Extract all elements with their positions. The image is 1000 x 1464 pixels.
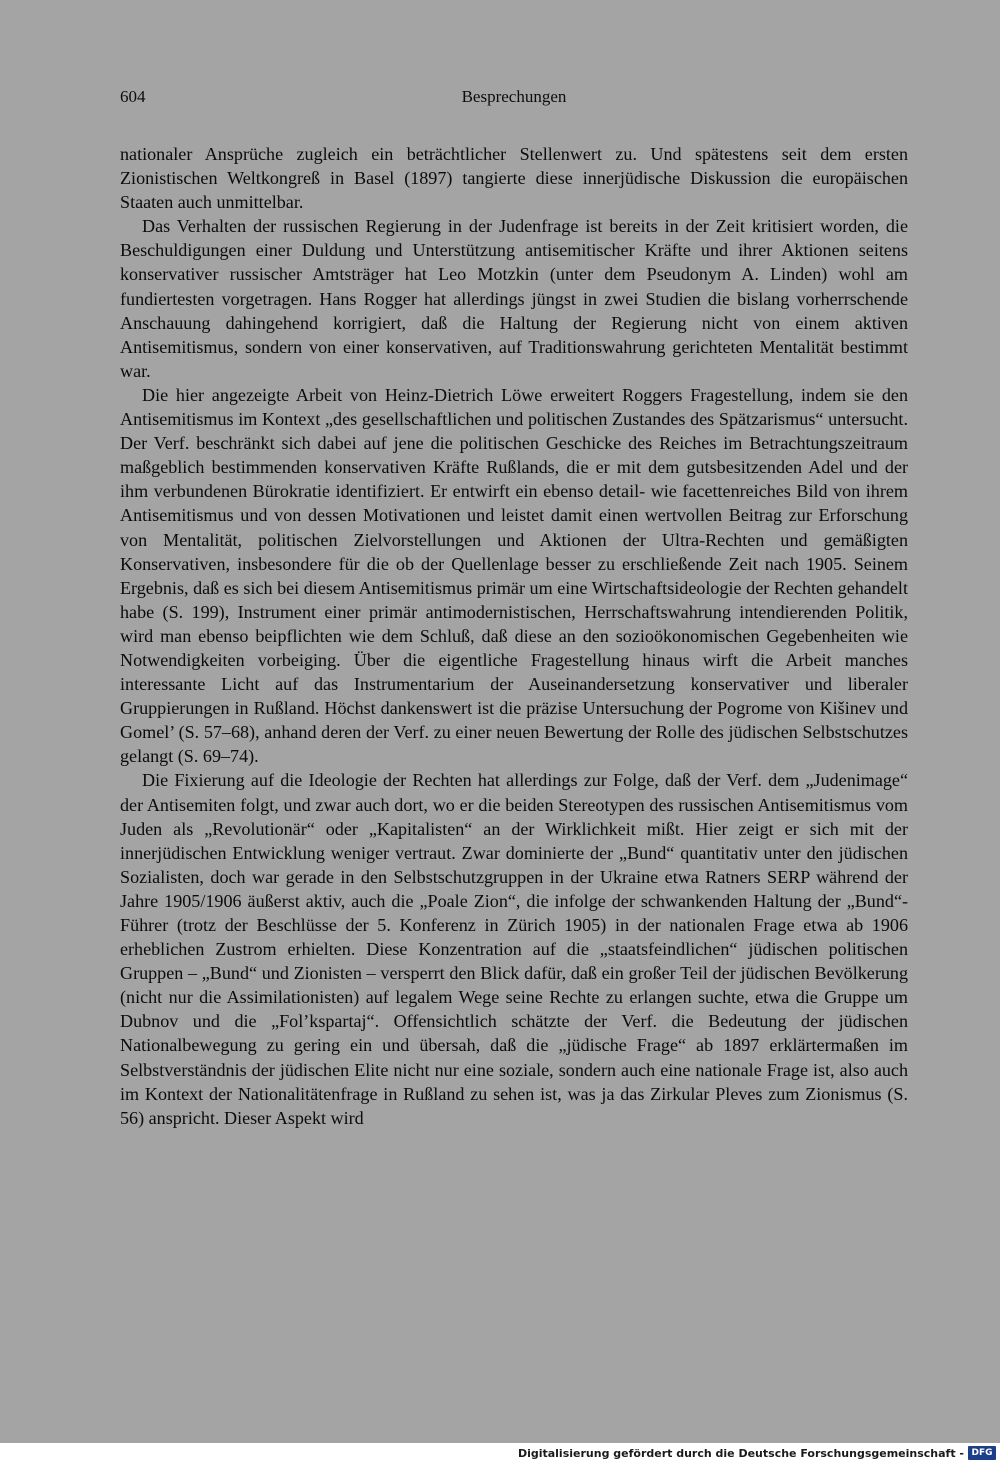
paragraph-loewe-study: Die hier angezeigte Arbeit von Heinz-Dietrich Löwe erweitert Roggers Fragestellung, indem sie den Antisemitismus im Kontext „des gesellschaftlichen und politischen Zustandes des Spätzarismus“ untersucht. Der Verf. beschränkt sich dabei auf jene die politischen Geschicke des Reiches im Betrachtungszeitraum maßgeblich bestimmenden konservativen Kräfte Rußlands, die er mit dem gutsbesitzenden Adel und der ihm verbundenen Bürokratie identifiziert. Er entwirft ein ebenso detail- wie facettenreiches Bild von ihrem Antisemitismus und von dessen Motivationen und leistet damit einen wertvollen Beitrag zur Erforschung von Mentalität, politischen Zielvorstellungen und Aktionen der Ultra-Rechten und gemäßigten Konservativen, insbesondere für die ob der Quellenlage besser zu erschließende Zeit nach 1905. Seinem Ergebnis, daß es sich bei diesem Antisemitismus primär um eine Wirtschaftsideologie der Rechten gehandelt habe (S. 199), Instrument einer primär antimodernistischen, Herrschaftswahrung intendierenden Politik, wird man ebenso beipflichten wie dem Schluß, daß diese an den sozioökonomischen Gegebenheiten wie Notwendigkeiten vorbeiging. Über die eigentliche Fragestellung hinaus wirft die Arbeit manches interessante Licht auf das Instrumentarium der Auseinandersetzung konservativer und liberaler Gruppierungen in Rußland. Höchst dankenswert ist die präzise Untersuchung der Pogrome von Kišinev und Gomel’ (S. 57–68), anhand deren der Verf. zu einer neuen Bewertung der Rolle des jüdischen Selbstschutzes gelangt (S. 69–74). [120, 384, 908, 767]
page-header [120, 87, 908, 113]
paragraph-ideology-critique: Die Fixierung auf die Ideologie der Rechten hat allerdings zur Folge, daß der Verf. dem „Judenimage“ der Antisemiten folgt, und zwar auch dort, wo er die beiden Stereotypen des russischen Antisemitismus vom Juden als „Revolutionär“ oder „Kapitalisten“ an der Wirklichkeit mißt. Hier zeigt er sich mit der innerjüdischen Entwicklung weniger vertraut. Zwar dominierte der „Bund“ quantitativ unter den jüdischen Sozialisten, doch war gerade in den Selbstschutzgruppen in der Ukraine etwa Ratners SERP während der Jahre 1905/1906 äußerst aktiv, auch die „Poale Zion“, die infolge der schwankenden Haltung der „Bund“-Führer (trotz der Beschlüsse der 5. Konferenz in Zürich 1905) in der nationalen Frage etwa ab 1906 erheblichen Zustrom erhielten. Diese Konzentration auf die „staatsfeindlichen“ jüdischen politischen Gruppen – „Bund“ und Zionisten – versperrt den Blick dafür, daß ein großer Teil der jüdischen Bevölkerung (nicht nur die Assimilationisten) auf legalem Wege seine Rechte zu erlangen suchte, etwa die Gruppe um Dubnov und die „Fol’kspartaj“. Offensichtlich schätzte der Verf. die Bedeutung der jüdischen Nationalbewegung zu gering ein und übersah, daß die „jüdische Frage“ ab 1897 erklärtermaßen im Selbstverständnis der jüdischen Elite nicht nur eine soziale, sondern auch eine nationale Frage ist, also auch im Kontext der Nationalitätenfrage in Rußland zu sehen ist, was ja das Zirkular Pleves zum Zionismus (S. 56) anspricht. Dieser Aspekt wird [120, 770, 908, 1128]
paragraph-continuation: nationaler Ansprüche zugleich ein beträchtlicher Stellenwert zu. Und spätestens seit dem ersten Zionistischen Weltkongreß in Basel (1897) tangierte diese innerjüdische Diskussion die europäischen Staaten auch unmittelbar. [120, 144, 908, 213]
page-number: 604 [120, 87, 146, 106]
digitization-credit: Digitalisierung gefördert durch die Deutsche Forschungsgemeinschaft - [517, 1447, 964, 1460]
paragraph-government-attitude: Das Verhalten der russischen Regierung in der Judenfrage ist bereits in der Zeit kritisiert worden, die Beschuldigungen einer Duldung und Unterstützung antisemitischer Kräfte und ihrer Aktionen seitens konservativer russischer Amtsträger hat Leo Motzkin (unter dem Pseudonym A. Linden) wohl am fundiertesten vorgetragen. Hans Rogger hat allerdings jüngst in zwei Studien die bislang vorherrschende Anschauung dahingehend korrigiert, daß die Haltung der Regierung nicht von einem aktiven Antisemitismus, sondern von einer konservativen, auf Traditionswahrung gerichteten Mentalität bestimmt war. [120, 216, 908, 381]
running-head: Besprechungen [461, 87, 567, 106]
dfg-logo: DFG [968, 1446, 996, 1460]
footer-bar [0, 1443, 1000, 1464]
body-text [120, 142, 908, 1130]
